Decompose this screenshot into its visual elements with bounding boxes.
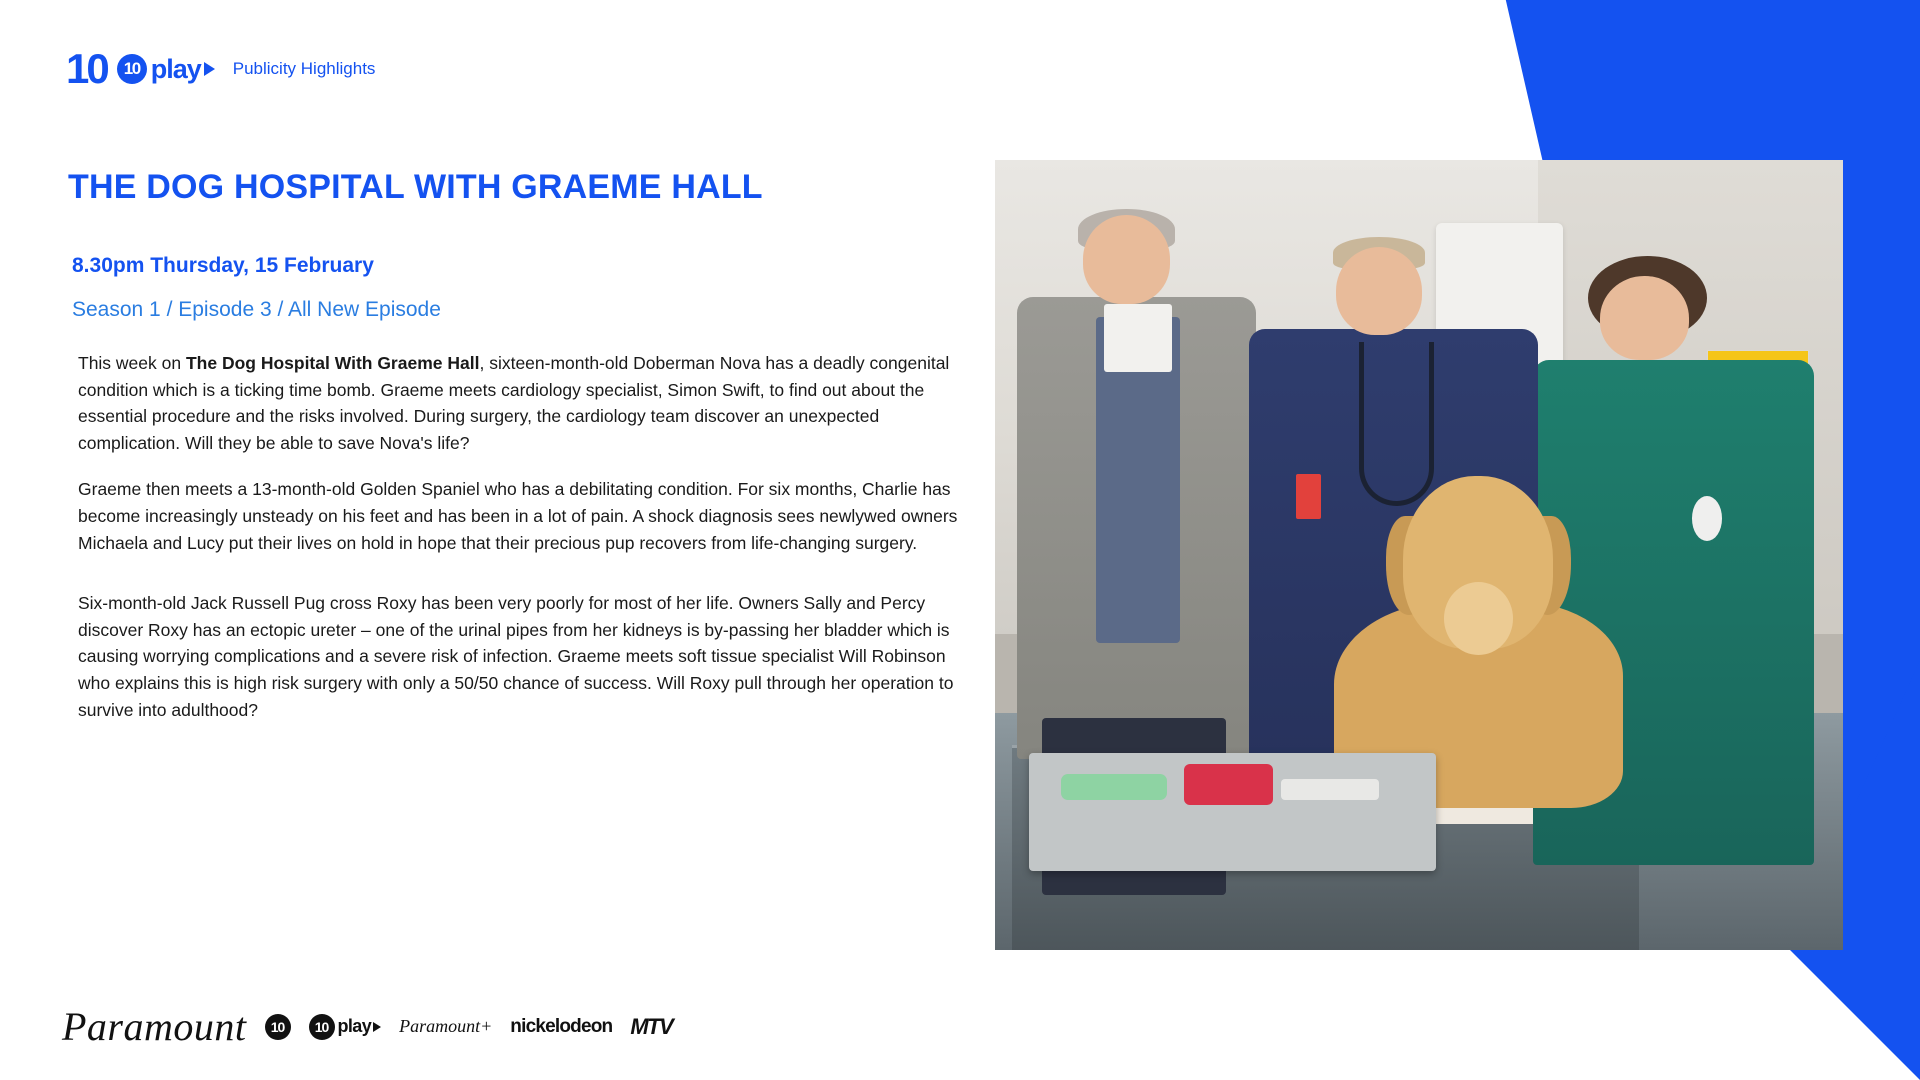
- network-10-logo: 10: [66, 45, 107, 92]
- play-triangle-footer-icon: [373, 1022, 381, 1032]
- tenplay-footer-word: play: [337, 1016, 372, 1036]
- synopsis-p1-rest: , sixteen-month-old Doberman Nova has a deadly congenital condition which is a ticking time bomb. Graeme meets cardiology specialist, Simon Swift, to find out about the essential procedure and the risks involved. During surgery, the cardiology team discover an unexpected complication. Will they be able to save Nova's life?: [78, 353, 950, 453]
- play-triangle-icon: [204, 62, 215, 76]
- tenplay-wordmark: play: [150, 53, 201, 84]
- tenplay-footer-logo: [309, 1014, 382, 1040]
- synopsis-p1-showname: The Dog Hospital With Graeme Hall: [185, 353, 480, 373]
- synopsis-paragraph-3: Six-month-old Jack Russell Pug cross Roxy has been very poorly for most of her life. Owners Sally and Percy discover Roxy has an ectopic ureter – one of the urinal pipes from her kidneys is by-passing her bladder which is causing worrying complications and a severe risk of infection. Graeme meets soft tissue specialist Will Robinson who explains this is high risk surgery with only a 50/50 chance of success. Will Roxy pull through her operation to survive into adulthood?: [78, 593, 954, 720]
- photo-illustration: [995, 160, 1843, 950]
- tenplay-logo: [117, 54, 215, 85]
- airtime-text: 8.30pm Thursday, 15 February: [72, 254, 374, 277]
- synopsis-paragraph-2: Graeme then meets a 13-month-old Golden Spaniel who has a debilitating condition. For six months, Charlie has become increasingly unsteady on his feet and has been in a lot of pain. A shock diagnosis sees newlywed owners Michaela and Lucy put their lives on hold in hope that their precious pup recovers from life-changing surgery.: [78, 479, 958, 553]
- tenplay-badge-icon: 10: [117, 54, 147, 84]
- episode-info: Season 1 / Episode 3 / All New Episode: [72, 298, 441, 321]
- mtv-logo: MTV: [630, 1013, 673, 1039]
- header-label: Publicity Highlights: [232, 59, 376, 78]
- nickelodeon-logo: nickelodeon: [510, 1015, 613, 1037]
- network-10-footer-icon: 10: [265, 1014, 291, 1040]
- synopsis-block: [78, 350, 958, 743]
- tenplay-footer-badge-icon: 10: [309, 1014, 335, 1040]
- paramount-plus-logo: Paramount+: [399, 1016, 493, 1036]
- episode-photo: [995, 160, 1843, 950]
- footer-logos: [62, 1003, 672, 1050]
- paramount-logo: Paramount: [62, 1004, 247, 1049]
- photo-instrument-tray: [1029, 753, 1436, 872]
- page-header: [66, 45, 376, 92]
- synopsis-p1-lead: This week on: [78, 353, 186, 373]
- synopsis-paragraph-1: [78, 350, 958, 456]
- page-title: THE DOG HOSPITAL WITH GRAEME HALL: [68, 168, 763, 206]
